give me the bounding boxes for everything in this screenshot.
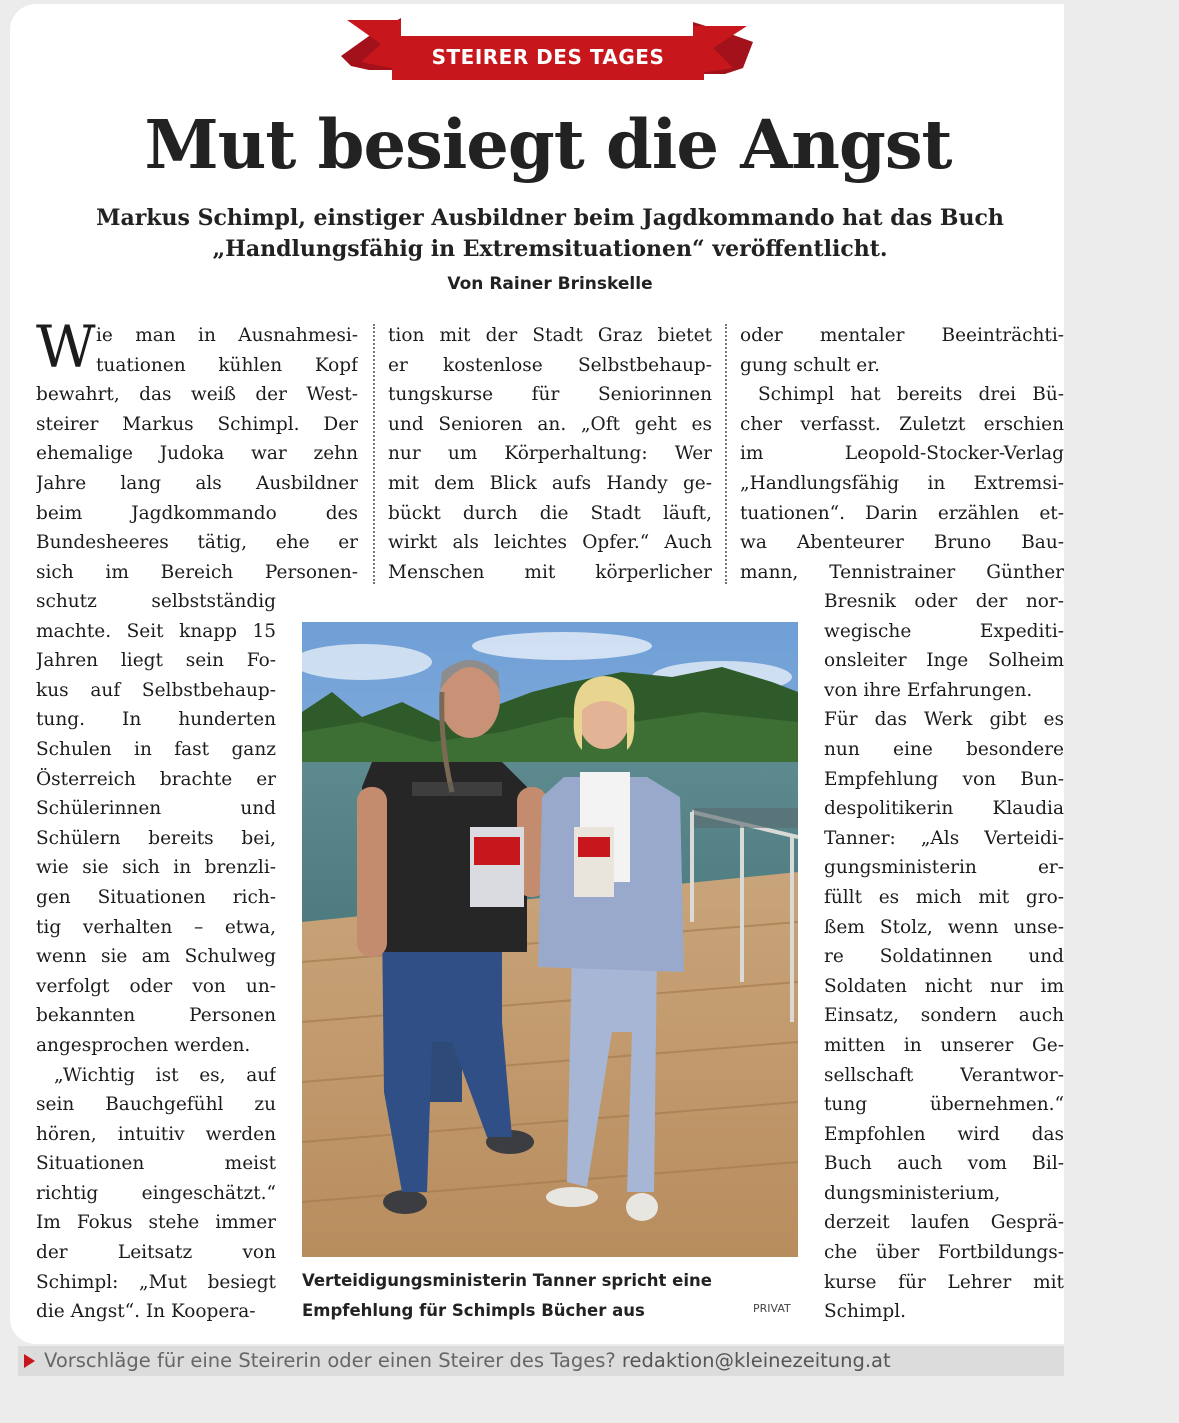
article-text-line: Situationen meist bbox=[36, 1153, 276, 1175]
article-text-line: che über Fortbildungs- bbox=[824, 1242, 1064, 1264]
article-text-line: die Angst“. In Koopera- bbox=[36, 1301, 256, 1323]
article-text-line: sein Bauchgefühl zu bbox=[36, 1094, 276, 1116]
article-text-line: Schülern bereits bei, bbox=[36, 827, 276, 849]
article-text-line: im Leopold-Stocker-Verlag bbox=[740, 443, 1064, 465]
article-text-line: tung. In hunderten bbox=[36, 709, 276, 731]
article-text-line: und Senioren an. „Oft geht es bbox=[388, 413, 712, 435]
article-text-line: wa Abenteurer Bruno Bau- bbox=[740, 532, 1064, 554]
article-text-line: wegische Expediti- bbox=[824, 620, 1064, 642]
article-text-line: cher verfasst. Zuletzt erschien bbox=[740, 413, 1064, 435]
article-text-line: Schimpl hat bereits drei Bü- bbox=[758, 384, 1064, 406]
article-text-line: Jahren liegt sein Fo- bbox=[36, 650, 276, 672]
article-text-line: Buch auch vom Bil- bbox=[824, 1153, 1064, 1175]
article-text-line: onsleiter Inge Solheim bbox=[824, 650, 1064, 672]
article-text-line: gung schult er. bbox=[740, 354, 880, 376]
article-text-line: gen Situationen rich- bbox=[36, 886, 276, 908]
photo-credit: PRIVAT bbox=[753, 1302, 791, 1315]
article-text-line: nun eine besondere bbox=[824, 738, 1064, 760]
article-text-line: angesprochen werden. bbox=[36, 1034, 251, 1056]
article-text-line: nur um Körperhaltung: Wer bbox=[388, 443, 712, 465]
article-text-line: Für das Werk gibt es bbox=[824, 709, 1064, 731]
article-text-line: „Handlungsfähig in Extremsi- bbox=[740, 472, 1064, 494]
article-text-line: mann, Tennistrainer Günther bbox=[740, 561, 1064, 583]
article-text-line: bekannten Personen bbox=[36, 1005, 276, 1027]
article-text-line: Tanner: „Als Verteidi- bbox=[824, 827, 1064, 849]
article-text-line: hören, intuitiv werden bbox=[36, 1123, 276, 1145]
article-text-line: oder mentaler Beeinträchti- bbox=[740, 325, 1064, 346]
article-column-1-continued bbox=[36, 587, 276, 1327]
article-photo bbox=[302, 622, 798, 1257]
contact-email-link[interactable]: redaktion@kleinezeitung.at bbox=[621, 1349, 891, 1372]
article-text-line: füllt es mich mit gro- bbox=[824, 886, 1064, 908]
article-text-line: Jahre lang als Ausbildner bbox=[36, 472, 358, 494]
column-divider bbox=[725, 324, 727, 584]
subtitle-line: „Handlungsfähig in Extremsituationen“ veröffentlicht. bbox=[212, 236, 888, 262]
article-text-line: Im Fokus stehe immer bbox=[36, 1212, 276, 1234]
article-text-line: wie sie sich in brenzli- bbox=[36, 857, 276, 879]
article-text-line: von ihre Erfahrungen. bbox=[824, 679, 1033, 701]
headline: Mut besiegt die Angst bbox=[144, 105, 952, 184]
article-text-line: richtig eingeschätzt.“ bbox=[36, 1182, 276, 1204]
article-text-line: kurse für Lehrer mit bbox=[824, 1271, 1064, 1293]
article-text-line: mit dem Blick aufs Handy ge- bbox=[388, 472, 712, 494]
article-column-1 bbox=[36, 313, 358, 587]
article-text-line: tion mit der Stadt Graz bietet bbox=[388, 325, 712, 346]
arrow-right-icon bbox=[24, 1354, 35, 1368]
article-column-2 bbox=[388, 321, 712, 587]
article-text-line: Österreich brachte er bbox=[36, 768, 276, 790]
caption-line: Verteidigungsministerin Tanner spricht eine bbox=[302, 1271, 712, 1290]
article-text-line: sellschaft Verantwor- bbox=[824, 1064, 1064, 1086]
article-text-line: re Soldatinnen und bbox=[824, 946, 1064, 968]
article-text-line: Schimpl. bbox=[824, 1301, 907, 1323]
article-text-line: tuationen“. Darin erzählen et- bbox=[740, 502, 1064, 524]
article-text-line: tung übernehmen.“ bbox=[824, 1094, 1064, 1116]
subtitle bbox=[60, 203, 1040, 265]
article-text-line: kus auf Selbstbehaup- bbox=[36, 679, 276, 701]
article-text-line: „Wichtig ist es, auf bbox=[54, 1064, 276, 1086]
article-text-line: schutz selbstständig bbox=[36, 591, 276, 612]
article-text-line: bückt durch die Stadt läuft, bbox=[388, 502, 712, 524]
article-text-line: gungsministerin er- bbox=[824, 857, 1064, 879]
kicker-label: STEIRER DES TAGES bbox=[431, 45, 665, 69]
column-divider bbox=[373, 324, 375, 584]
article-text-line: sich im Bereich Personen- bbox=[36, 561, 358, 583]
article-text-line: Empfohlen wird das bbox=[824, 1123, 1064, 1145]
article-text-line: Schülerinnen und bbox=[36, 798, 276, 820]
photo-caption bbox=[302, 1266, 772, 1326]
article-text-line: Soldaten nicht nur im bbox=[824, 975, 1064, 997]
article-text-line: bewahrt, das weiß der West- bbox=[36, 384, 358, 406]
article-text-line: er kostenlose Selbstbehaup- bbox=[388, 354, 712, 376]
article-text-line: derzeit laufen Gesprä- bbox=[824, 1212, 1064, 1234]
article-text-line: tig verhalten – etwa, bbox=[36, 916, 276, 938]
reader-submission-bar bbox=[18, 1346, 1064, 1376]
caption-line: Empfehlung für Schimpls Bücher aus bbox=[302, 1301, 645, 1320]
article-text-line: tungskurse für Seniorinnen bbox=[388, 384, 712, 406]
article-text-line: wenn sie am Schulweg bbox=[36, 946, 276, 968]
article-text-line: ie man in Ausnahmesi- bbox=[96, 325, 358, 346]
article-column-3-continued bbox=[824, 587, 1064, 1327]
drop-cap: W bbox=[36, 313, 96, 381]
article-text-line: Bresnik oder der nor- bbox=[824, 591, 1064, 612]
article-text-line: tuationen kühlen Kopf bbox=[96, 354, 358, 376]
article-text-line: beim Jagdkommando des bbox=[36, 502, 358, 524]
byline: Von Rainer Brinskelle bbox=[447, 274, 653, 294]
article-column-3 bbox=[740, 321, 1064, 587]
footer-text bbox=[44, 1348, 891, 1374]
article-text-line: despolitikerin Klaudia bbox=[824, 798, 1064, 820]
subtitle-line: Markus Schimpl, einstiger Ausbildner beim Jagdkommando hat das Buch bbox=[96, 205, 1004, 231]
article-text-line: Schulen in fast ganz bbox=[36, 738, 276, 760]
article-text-line: machte. Seit knapp 15 bbox=[36, 620, 276, 642]
article-text-line: dungsministerium, bbox=[824, 1182, 1001, 1204]
article-text-line: verfolgt oder von un- bbox=[36, 975, 276, 997]
article-text-line: wirkt als leichtes Opfer.“ Auch bbox=[388, 532, 712, 554]
article-text-line: der Leitsatz von bbox=[36, 1242, 276, 1264]
article-text-line: Schimpl: „Mut besiegt bbox=[36, 1271, 276, 1293]
footer-prompt: Vorschläge für eine Steirerin oder einen Steirer des Tages? bbox=[44, 1349, 616, 1372]
article-text-line: mitten in unserer Ge- bbox=[824, 1034, 1064, 1056]
article-text-line: Einsatz, sondern auch bbox=[824, 1005, 1064, 1027]
article-text-line: Menschen mit körperlicher bbox=[388, 561, 712, 583]
article-text-line: ehemalige Judoka war zehn bbox=[36, 443, 358, 465]
article-text-line: Empfehlung von Bun- bbox=[824, 768, 1064, 790]
article-text-line: steirer Markus Schimpl. Der bbox=[36, 413, 358, 435]
article-text-line: ßem Stolz, wenn unse- bbox=[824, 916, 1064, 938]
article-text-line: Bundesheeres tätig, ehe er bbox=[36, 532, 358, 554]
